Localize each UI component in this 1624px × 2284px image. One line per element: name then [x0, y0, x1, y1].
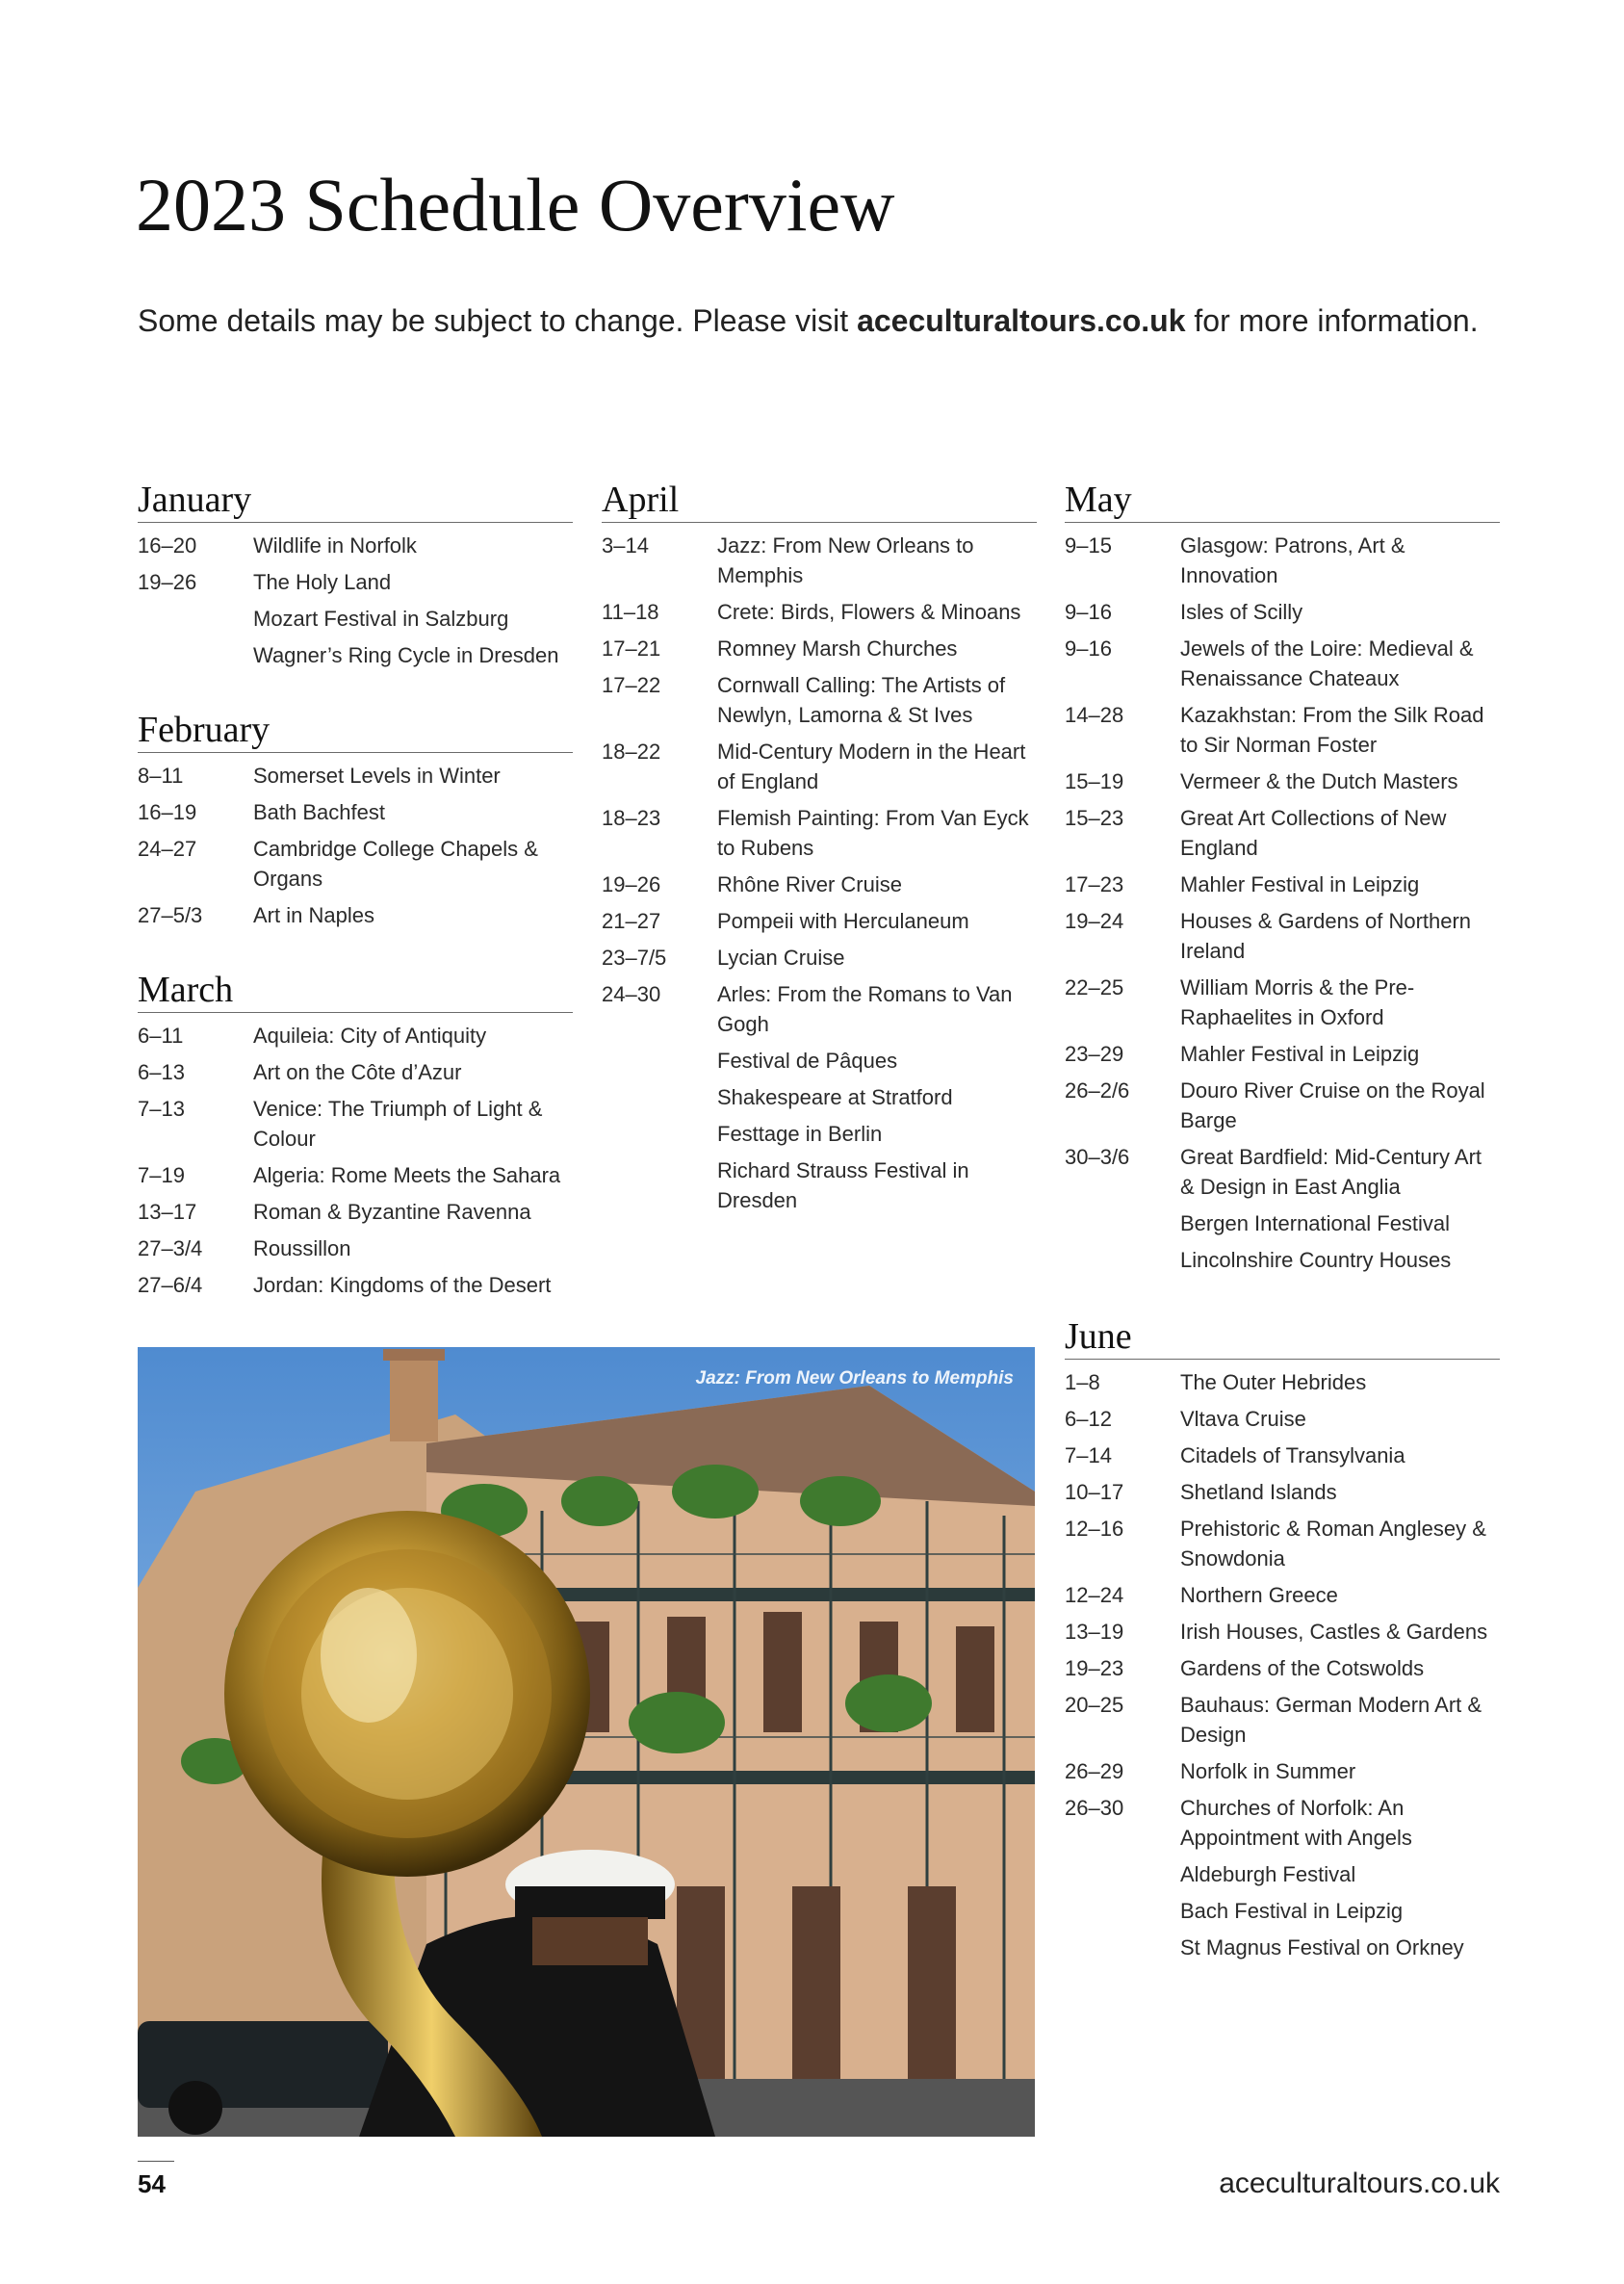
tour-entry	[1065, 531, 1500, 590]
tour-entry	[1065, 1653, 1500, 1683]
tour-name: Wildlife in Norfolk	[253, 533, 417, 558]
tour-entry	[602, 906, 1037, 936]
tour-entry	[1065, 597, 1500, 627]
schedule-column-left	[138, 479, 573, 1307]
tour-dates	[138, 640, 253, 670]
footer-rule	[138, 2161, 174, 2162]
tour-name: Shetland Islands	[1180, 1480, 1337, 1504]
tour-name: Romney Marsh Churches	[717, 636, 958, 661]
tour-dates: 18–23	[602, 806, 661, 830]
tour-name: Cambridge College Chapels & Organs	[253, 837, 538, 891]
tour-entry	[602, 979, 1037, 1039]
month-heading-may: May	[1065, 479, 1500, 523]
tour-entry	[1065, 906, 1500, 966]
tour-dates: 7–13	[138, 1097, 185, 1121]
tour-entry	[138, 1197, 573, 1227]
tour-entry	[138, 640, 573, 670]
tour-entry	[1065, 973, 1500, 1032]
tour-entry	[1065, 1440, 1500, 1470]
tour-dates: 17–22	[602, 673, 661, 697]
tour-entry	[138, 900, 573, 930]
tour-entry	[1065, 1039, 1500, 1069]
tour-entry	[138, 1233, 573, 1263]
tour-dates: 7–14	[1065, 1443, 1112, 1467]
subtitle-website: aceculturaltours.co.uk	[857, 303, 1186, 338]
tour-name: The Outer Hebrides	[1180, 1370, 1367, 1394]
tour-name: Bauhaus: German Modern Art & Design	[1180, 1693, 1482, 1747]
month-section	[1065, 479, 1500, 1275]
tour-dates: 15–19	[1065, 769, 1124, 793]
page-subtitle	[138, 301, 1479, 340]
tour-dates: 27–3/4	[138, 1236, 203, 1260]
tour-name: Vltava Cruise	[1180, 1407, 1306, 1431]
tour-entry	[1065, 869, 1500, 899]
tour-entry	[138, 604, 573, 634]
tour-name: Art on the Côte d’Azur	[253, 1060, 462, 1084]
tour-name: Jewels of the Loire: Medieval & Renaissance Chateaux	[1180, 636, 1474, 690]
tour-entry	[1065, 1896, 1500, 1926]
tour-entry	[1065, 1142, 1500, 1202]
month-section	[602, 479, 1037, 1215]
tour-name: Jazz: From New Orleans to Memphis	[717, 533, 974, 587]
tour-dates: 3–14	[602, 533, 649, 558]
tour-name: Wagner’s Ring Cycle in Dresden	[253, 643, 559, 667]
tour-name: Mahler Festival in Leipzig	[1180, 872, 1420, 896]
tour-entry	[602, 1046, 1037, 1076]
tour-name: Aldeburgh Festival	[1180, 1862, 1356, 1886]
tour-dates: 15–23	[1065, 806, 1124, 830]
tour-name: Isles of Scilly	[1180, 600, 1303, 624]
tour-name: Bach Festival in Leipzig	[1180, 1899, 1404, 1923]
photo-caption: Jazz: From New Orleans to Memphis	[695, 1368, 1014, 1389]
tour-dates: 17–23	[1065, 872, 1124, 896]
tour-dates: 23–29	[1065, 1042, 1124, 1066]
tour-name: Norfolk in Summer	[1180, 1759, 1356, 1783]
tour-entry	[1065, 1076, 1500, 1135]
schedule-column-june	[1065, 1315, 1500, 1969]
tour-dates: 6–11	[138, 1024, 184, 1048]
tour-name: Venice: The Triumph of Light & Colour	[253, 1097, 543, 1151]
tour-name: Shakespeare at Stratford	[717, 1085, 953, 1109]
tour-entry	[1065, 1580, 1500, 1610]
tour-name: Great Bardfield: Mid-Century Art & Design in East Anglia	[1180, 1145, 1482, 1199]
tour-entry	[138, 761, 573, 791]
tour-entry	[1065, 1404, 1500, 1434]
tour-name: Flemish Painting: From Van Eyck to Rubens	[717, 806, 1029, 860]
tour-name: Vermeer & the Dutch Masters	[1180, 769, 1458, 793]
tour-name: Art in Naples	[253, 903, 374, 927]
tour-name: Festival de Pâques	[717, 1049, 898, 1073]
tour-dates: 26–29	[1065, 1759, 1124, 1783]
tour-entry	[602, 869, 1037, 899]
subtitle-suffix: for more information.	[1185, 303, 1479, 338]
tour-name: Jordan: Kingdoms of the Desert	[253, 1273, 552, 1297]
tour-dates: 6–13	[138, 1060, 185, 1084]
tour-entry	[1065, 1514, 1500, 1573]
page-number: 54	[138, 2169, 166, 2198]
tour-name: Douro River Cruise on the Royal Barge	[1180, 1078, 1485, 1132]
tour-entry	[138, 1270, 573, 1300]
tour-dates: 9–15	[1065, 533, 1112, 558]
tour-dates	[1065, 1245, 1180, 1275]
tour-name: Churches of Norfolk: An Appointment with Angels	[1180, 1796, 1412, 1850]
tour-entry	[602, 1155, 1037, 1215]
tour-name: Citadels of Transylvania	[1180, 1443, 1405, 1467]
tour-dates: 1–8	[1065, 1370, 1100, 1394]
tour-entry	[138, 531, 573, 560]
tour-dates: 9–16	[1065, 600, 1112, 624]
tour-dates	[1065, 1208, 1180, 1238]
tour-entry	[138, 834, 573, 894]
tour-name: Roussillon	[253, 1236, 351, 1260]
tour-dates	[602, 1082, 717, 1112]
tour-entry	[138, 567, 573, 597]
tour-name: Mahler Festival in Leipzig	[1180, 1042, 1420, 1066]
tour-entry	[138, 1057, 573, 1087]
tour-dates: 24–27	[138, 837, 197, 861]
tour-dates: 26–2/6	[1065, 1078, 1130, 1103]
tour-dates: 27–6/4	[138, 1273, 203, 1297]
tour-name: Lincolnshire Country Houses	[1180, 1248, 1452, 1272]
tour-entry	[138, 1160, 573, 1190]
tour-entry	[1065, 1933, 1500, 1962]
tour-dates	[1065, 1859, 1180, 1889]
tour-name: Lycian Cruise	[717, 946, 845, 970]
tour-entry	[602, 597, 1037, 627]
tour-dates	[602, 1119, 717, 1149]
tour-entry	[1065, 1208, 1500, 1238]
schedule-column-right	[1065, 479, 1500, 1282]
tour-dates	[602, 1155, 717, 1215]
tour-name: Mozart Festival in Salzburg	[253, 607, 509, 631]
tour-dates	[1065, 1896, 1180, 1926]
tour-dates: 19–26	[138, 570, 197, 594]
tour-dates: 13–19	[1065, 1620, 1124, 1644]
tour-entry	[1065, 1477, 1500, 1507]
tour-name: Somerset Levels in Winter	[253, 764, 501, 788]
tour-entry	[602, 943, 1037, 973]
tour-dates: 22–25	[1065, 975, 1124, 999]
month-heading-january: January	[138, 479, 573, 523]
tour-dates: 12–24	[1065, 1583, 1124, 1607]
tour-dates: 26–30	[1065, 1796, 1124, 1820]
month-section	[138, 709, 573, 930]
tour-name: Prehistoric & Roman Anglesey & Snowdonia	[1180, 1517, 1486, 1570]
tour-entry	[602, 1119, 1037, 1149]
tour-dates: 19–23	[1065, 1656, 1124, 1680]
month-heading-april: April	[602, 479, 1037, 523]
tour-entry	[1065, 766, 1500, 796]
tour-entry	[1065, 1859, 1500, 1889]
tour-entry	[1065, 1617, 1500, 1647]
tour-entry	[138, 797, 573, 827]
tour-entry	[602, 803, 1037, 863]
tour-dates: 27–5/3	[138, 903, 203, 927]
tour-entry	[138, 1094, 573, 1154]
tour-name: William Morris & the Pre-Raphaelites in Oxford	[1180, 975, 1415, 1029]
tour-dates	[1065, 1933, 1180, 1962]
tour-entry	[602, 531, 1037, 590]
jazz-tour-photo	[138, 1347, 1035, 2137]
tour-name: Gardens of the Cotswolds	[1180, 1656, 1425, 1680]
tour-entry	[1065, 803, 1500, 863]
tour-dates	[138, 604, 253, 634]
tour-dates: 19–24	[1065, 909, 1124, 933]
tour-name: Glasgow: Patrons, Art & Innovation	[1180, 533, 1405, 587]
tour-name: Richard Strauss Festival in Dresden	[717, 1158, 969, 1212]
tour-name: Cornwall Calling: The Artists of Newlyn, Lamorna & St Ives	[717, 673, 1006, 727]
month-section	[1065, 1315, 1500, 1962]
tour-dates: 19–26	[602, 872, 661, 896]
tour-dates: 23–7/5	[602, 946, 667, 970]
tour-name: Crete: Birds, Flowers & Minoans	[717, 600, 1021, 624]
tour-dates: 11–18	[602, 600, 659, 624]
tour-name: The Holy Land	[253, 570, 392, 594]
tour-name: Great Art Collections of New England	[1180, 806, 1447, 860]
tour-entry	[602, 634, 1037, 663]
tour-entry	[602, 670, 1037, 730]
tour-dates: 16–20	[138, 533, 197, 558]
tour-name: Bergen International Festival	[1180, 1211, 1451, 1235]
new-orleans-street-illustration	[138, 1347, 1035, 2137]
tour-dates: 6–12	[1065, 1407, 1112, 1431]
tour-name: Kazakhstan: From the Silk Road to Sir Norman Foster	[1180, 703, 1484, 757]
tour-name: Bath Bachfest	[253, 800, 385, 824]
tour-dates: 13–17	[138, 1200, 197, 1224]
tour-entry	[602, 1082, 1037, 1112]
month-section	[138, 969, 573, 1300]
tour-dates: 20–25	[1065, 1693, 1124, 1717]
schedule-column-middle	[602, 479, 1037, 1222]
tour-dates: 8–11	[138, 764, 184, 788]
tour-dates: 10–17	[1065, 1480, 1124, 1504]
tour-name: Algeria: Rome Meets the Sahara	[253, 1163, 561, 1187]
tour-entry	[1065, 700, 1500, 760]
tour-dates: 7–19	[138, 1163, 185, 1187]
month-heading-february: February	[138, 709, 573, 753]
tour-entry	[1065, 1690, 1500, 1750]
tour-dates: 16–19	[138, 800, 197, 824]
tour-name: Irish Houses, Castles & Gardens	[1180, 1620, 1488, 1644]
tour-dates: 24–30	[602, 982, 661, 1006]
tour-entry	[1065, 1245, 1500, 1275]
tour-name: Roman & Byzantine Ravenna	[253, 1200, 531, 1224]
month-heading-march: March	[138, 969, 573, 1013]
tour-entry	[1065, 1793, 1500, 1853]
tour-dates: 9–16	[1065, 636, 1112, 661]
tour-dates: 30–3/6	[1065, 1145, 1130, 1169]
tour-entry	[138, 1021, 573, 1051]
tour-name: Aquileia: City of Antiquity	[253, 1024, 487, 1048]
tour-dates: 21–27	[602, 909, 661, 933]
month-heading-june: June	[1065, 1315, 1500, 1360]
tour-name: Houses & Gardens of Northern Ireland	[1180, 909, 1472, 963]
page-title: 2023 Schedule Overview	[136, 163, 895, 247]
footer-website: aceculturaltours.co.uk	[1219, 2167, 1500, 2199]
tour-dates	[602, 1046, 717, 1076]
tour-name: Festtage in Berlin	[717, 1122, 883, 1146]
tour-name: Arles: From the Romans to Van Gogh	[717, 982, 1013, 1036]
tour-name: Northern Greece	[1180, 1583, 1338, 1607]
tour-entry	[1065, 1367, 1500, 1397]
tour-entry	[1065, 634, 1500, 693]
tour-name: Rhône River Cruise	[717, 872, 902, 896]
tour-name: St Magnus Festival on Orkney	[1180, 1935, 1464, 1960]
tour-dates: 14–28	[1065, 703, 1124, 727]
subtitle-prefix: Some details may be subject to change. Please visit	[138, 303, 858, 338]
tour-entry	[1065, 1756, 1500, 1786]
tour-name: Mid-Century Modern in the Heart of England	[717, 740, 1026, 793]
tour-dates: 12–16	[1065, 1517, 1124, 1541]
month-section	[138, 479, 573, 670]
tour-dates: 18–22	[602, 740, 661, 764]
tour-name: Pompeii with Herculaneum	[717, 909, 969, 933]
tour-entry	[602, 737, 1037, 796]
tour-dates: 17–21	[602, 636, 661, 661]
